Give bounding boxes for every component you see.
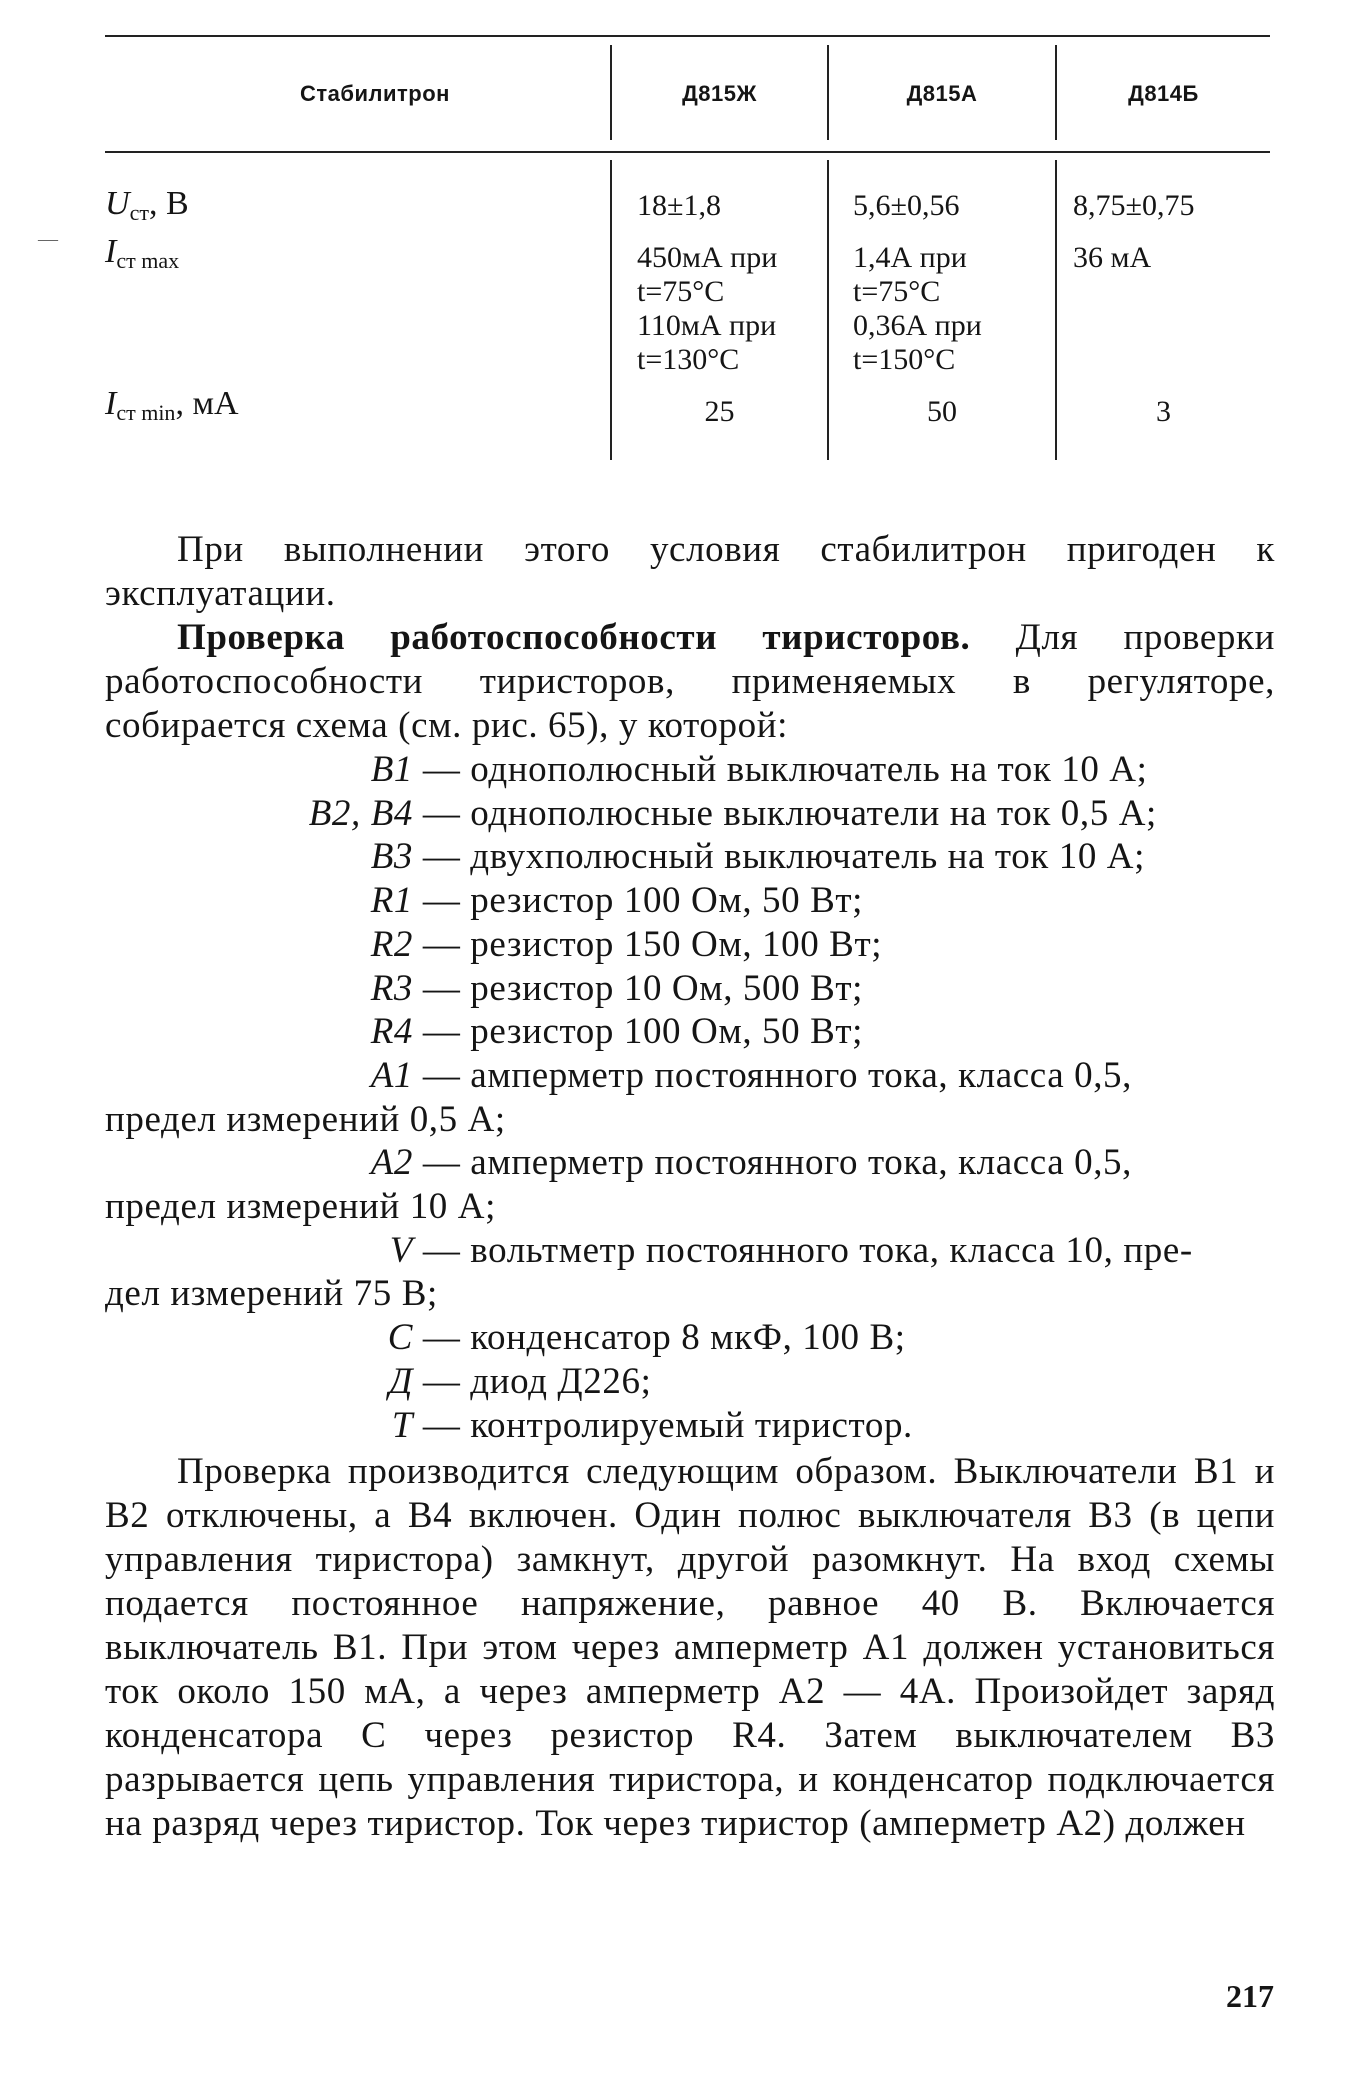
stabilitron-table [105, 35, 1270, 475]
component-list [105, 748, 1275, 1447]
table-header-d815a: Д815А [906, 81, 978, 106]
table-cell: 1,4А при t=75°C 0,36А при t=150°C [853, 241, 982, 376]
list-item: A1 — амперметр постоянного тока, класса 0,5, [370, 1054, 1133, 1096]
section-heading: Проверка работоспособности тиристоров. [177, 617, 971, 658]
table-cell: 450мА при t=75°C 110мА при t=130°C [637, 241, 778, 376]
table-top-rule [105, 35, 1270, 37]
row-label-ictmin: $I_{ст min}$, мА [105, 385, 239, 425]
table-cell: 3 [1156, 395, 1171, 428]
list-item: T — контролируемый тиристор. [391, 1404, 913, 1446]
page-number: 217 [1226, 1978, 1274, 2014]
table-cell: 8,75±0,75 [1073, 189, 1195, 222]
list-item-continuation: дел измерений 75 В; [105, 1273, 438, 1315]
list-item: A2 — амперметр постоянного тока, класса 0,5, [370, 1142, 1133, 1184]
list-item: R1 — резистор 100 Ом, 50 Вт; [370, 880, 864, 922]
table-cell: 50 [927, 395, 957, 428]
list-item-continuation: предел измерений 0,5 А; [105, 1098, 506, 1140]
table-header-stabilitron: Стабилитрон [300, 81, 450, 106]
row-label-uct: $U_{ст}$, В [105, 185, 189, 225]
list-item: R4 — резистор 100 Ом, 50 Вт; [370, 1011, 864, 1053]
list-item: C — конденсатор 8 мкФ, 100 В; [387, 1317, 906, 1359]
list-item: V — вольтметр постоянного тока, класса 10, пре- [389, 1229, 1193, 1271]
table-cell: 18±1,8 [637, 189, 721, 222]
list-item-continuation: предел измерений 10 А; [105, 1186, 496, 1228]
list-item: B1 — однополюсный выключатель на ток 10 А; [370, 749, 1148, 790]
table-header-d815zh: Д815Ж [682, 81, 757, 106]
list-item: B3 — двухполюсный выключатель на ток 10 А; [370, 836, 1145, 878]
table-cell: 36 мА [1073, 241, 1152, 274]
paragraph-procedure: Проверка производится следующим образом. Выключатели B1 и B2 отключены, а B4 включен. Один полюс выключателя B3 (в цепи управления тиристора) замкнут, другой разомкнут. На вход схемы подается постоянное напряжение, равное 40 В. Включается выключатель B1. При этом через амперметр A1 должен установиться ток около 150 мА, а через амперметр A2 — 4А. Произойдет заряд конденсатора C через резистор R4. Затем выключателем B3 разрывается цепь управления тиристора, и конденсатор подключается на разряд через тиристор. Ток через тиристор (амперметр A2) должен [105, 1451, 1275, 1844]
paragraph-thyristor-check: Проверка работоспособности тиристоров. Для проверки работоспособности тиристоров, применяемых в регуляторе, собирается схема (см. рис. 65), у которой: [105, 617, 1275, 746]
list-item: R2 — резистор 150 Ом, 100 Вт; [370, 923, 883, 965]
scan-speck: — [38, 228, 58, 250]
paragraph-stabilitron-ok: При выполнении этого условия стабилитрон пригоден к эксплуатации. [105, 529, 1275, 614]
list-item: R3 — резистор 10 Ом, 500 Вт; [370, 967, 864, 1009]
row-label-ictmax: $I_{ст max}$ [105, 233, 180, 273]
table-header-rule [105, 151, 1270, 153]
table-header-d814b: Д814Б [1128, 81, 1199, 106]
table-cell: 5,6±0,56 [853, 189, 960, 222]
list-item: Д — диод Д226; [388, 1360, 652, 1402]
table-cell: 25 [704, 395, 735, 428]
list-item: B2, B4 — однополюсные выключатели на ток 0,5 А; [308, 792, 1157, 834]
